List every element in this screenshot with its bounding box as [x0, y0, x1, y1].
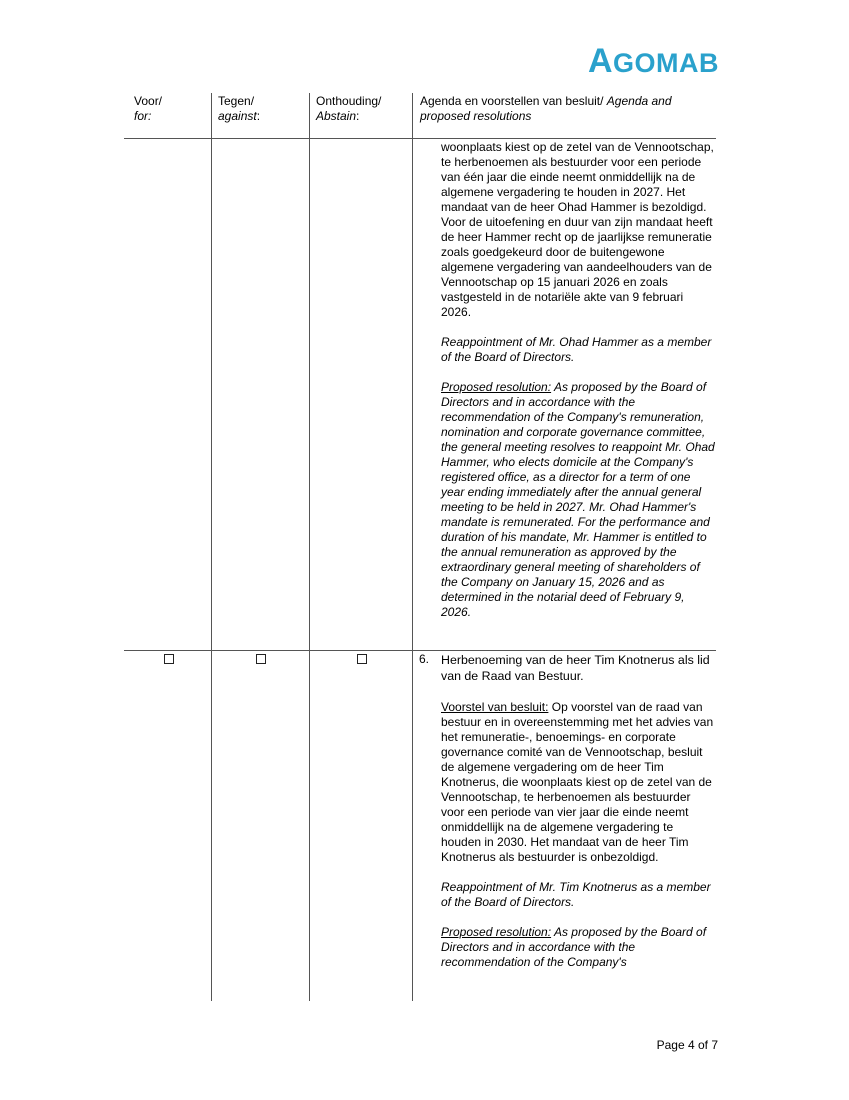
item-6-number: 6. — [419, 652, 430, 666]
header-abstain: Onthouding/ Abstain: — [316, 94, 382, 123]
header-agenda: Agenda en voorstellen van besluit/ Agenda and proposed resolutions — [420, 94, 672, 123]
item-6-english-text: Proposed resolution: As proposed by the Board of Directors and in accordance with the recommendation of the Company's — [441, 925, 707, 969]
item-6-dutch-text: Voorstel van besluit: Op voorstel van de raad van bestuur en in overeenstemming met het advies van het remuneratie-, benoemings- en corporate governance comité van de Vennootschap, besluit de algemene vergadering om de heer Tim Knotnerus, die woonplaats kiest op de zetel van de Vennootschap, te herbenoemen als bestuurder voor een periode van vier jaar die einde neemt onmiddellijk na de algemene vergadering te houden in 2030. Het mandaat van de heer Tim Knotnerus als bestuurder is onbezoldigd. — [441, 700, 714, 864]
column-divider-1 — [211, 93, 212, 1001]
item-6-body — [441, 700, 716, 970]
resolution-5-english-title: Reappointment of Mr. Ohad Hammer as a member of the Board of Directors. — [441, 335, 712, 364]
vote-against-checkbox[interactable] — [256, 654, 266, 664]
resolution-5-english-text: Proposed resolution: As proposed by the Board of Directors and in accordance with the recommendation of the Company's remuneration, nomination and corporate governance committee, the general meeting resolves to reappoint Mr. Ohad Hammer, who elects domicile at the Company's registered office, as a director for a term of one year ending immediately after the annual general meeting to be held in 2027. Mr. Ohad Hammer's mandate is remunerated. For the performance and duration of his mandate, Mr. Hammer is entitled to the annual remuneration as approved by the extraordinary general meeting of shareholders of the Company on January 15, 2026 and as determined in the notarial deed of February 9, 2026. — [441, 380, 715, 619]
resolution-5-continuation — [441, 140, 716, 620]
resolution-5-dutch-text: woonplaats kiest op de zetel van de Vennootschap, te herbenoemen als bestuurder voor een periode van één jaar die einde neemt onmiddellijk na de algemene vergadering te houden in 2027. Het mandaat van de heer Ohad Hammer is bezoldigd. Voor de uitoefening en duur van zijn mandaat heeft de heer Hammer recht op de jaarlijkse remuneratie zoals goedgekeurd door de buitengewone algemene vergadering van aandeelhouders van de Vennootschap op 15 januari 2026 en zoals vastgesteld in de notariële akte van 9 februari 2026. — [441, 140, 714, 319]
header-rule — [124, 138, 716, 139]
header-against: Tegen/ against: — [218, 94, 261, 123]
item-6-title: Herbenoeming van de heer Tim Knotnerus als lid van de Raad van Bestuur. — [441, 653, 710, 683]
column-divider-2 — [309, 93, 310, 1001]
row-rule — [124, 650, 716, 651]
page-number: Page 4 of 7 — [656, 1038, 718, 1052]
header-for: Voor/ for: — [134, 94, 163, 123]
vote-for-checkbox[interactable] — [164, 654, 174, 664]
vote-abstain-checkbox[interactable] — [357, 654, 367, 664]
item-6-content — [441, 652, 716, 684]
agomab-logo: AGOMAB — [587, 42, 719, 80]
column-divider-3 — [412, 93, 413, 1001]
item-6-english-title: Reappointment of Mr. Tim Knotnerus as a member of the Board of Directors. — [441, 880, 711, 909]
